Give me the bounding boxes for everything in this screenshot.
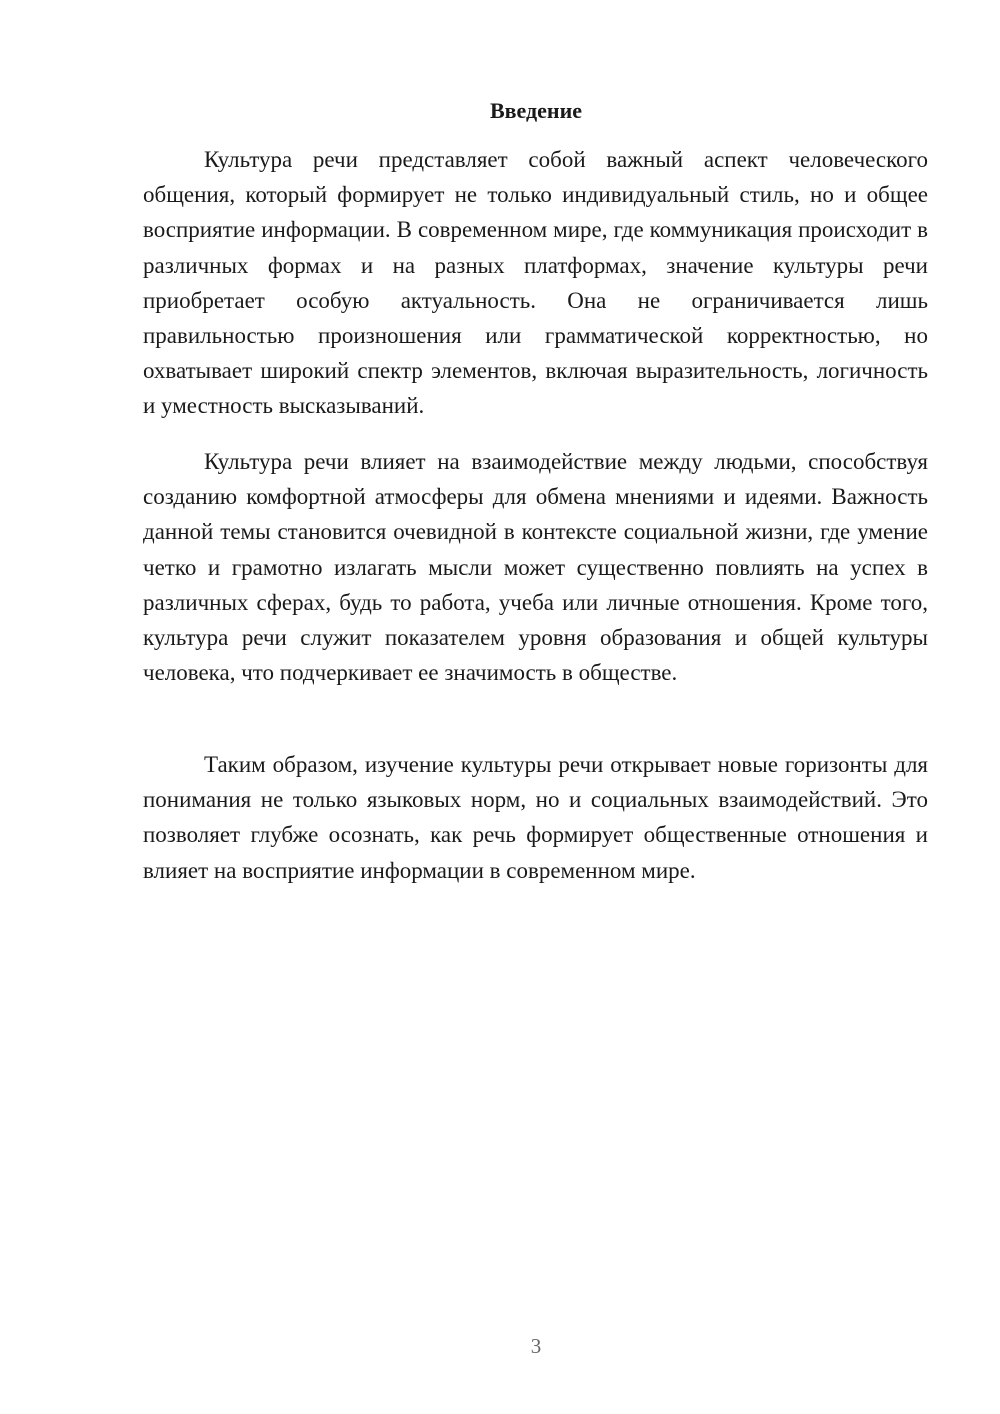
paragraph-3: Таким образом, изучение культуры речи открывает новые горизонты для понимания не только языковых норм, но и социальных взаимодействий. Это позволяет глубже осознать, как речь формирует общественные отношения и влияет на восприятие информации в современном мире. — [143, 752, 928, 883]
paragraph-2: Культура речи влияет на взаимодействие между людьми, способствуя созданию комфортной атмосферы для обмена мнениями и идеями. Важность данной темы становится очевидной в контексте социальной жизни, где умение четко и грамотно излагать мысли может существенно повлиять на успех в различных сферах, будь то работа, учеба или личные отношения. Кроме того, культура речи служит показателем уровня образования и общей культуры человека, что подчеркивает ее значимость в обществе. — [143, 449, 928, 686]
section-heading: Введение — [489, 98, 583, 123]
page-number: 3 — [530, 1334, 542, 1358]
paragraph-1: Культура речи представляет собой важный аспект человеческого общения, который формирует не только индивидуальный стиль, но и общее восприятие информации. В современном мире, где коммуникация происходит в различных формах и на разных платформах, значение культуры речи приобретает особую актуальность. Она не ограничивается лишь правильностью произношения или грамматической корректностью, но охватывает широкий спектр элементов, включая выразительность, логичность и уместность высказываний. — [143, 147, 928, 419]
